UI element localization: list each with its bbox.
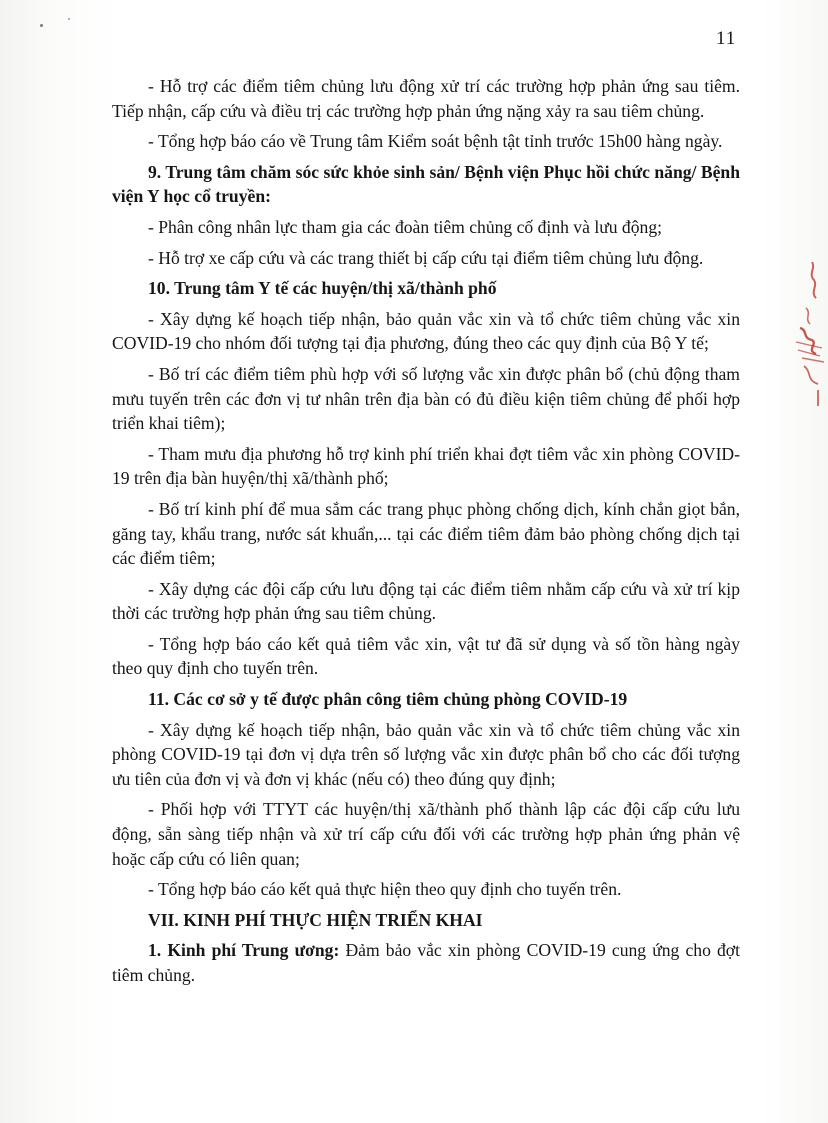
paragraph: - Xây dựng kế hoạch tiếp nhận, bảo quản vắc xin và tổ chức tiêm chủng vắc xin COVID-19 cho nhóm đối tượng tại địa phương, đúng theo các quy định của Bộ Y tế; — [112, 308, 740, 354]
paragraph — [112, 938, 740, 987]
chapter-heading: VII. KINH PHÍ THỰC HIỆN TRIỂN KHAI — [148, 909, 483, 930]
paragraph: - Bố trí các điểm tiêm phù hợp với số lượng vắc xin được phân bổ (chủ động tham mưu tuyến trên các đơn vị tư nhân trên địa bàn có đủ điều kiện tiêm chủng để phối hợp triển khai tiêm); — [112, 363, 740, 434]
paragraph-lead: 1. Kinh phí Trung ương: — [148, 940, 340, 961]
paragraph: - Xây dựng kế hoạch tiếp nhận, bảo quản vắc xin và tổ chức tiêm chủng vắc xin phòng COVID-19 tại đơn vị dựa trên số lượng vắc xin được phân bổ cho các đối tượng ưu tiên của đơn vị và đơn vị khác (nếu có) theo đúng quy định; — [112, 719, 740, 789]
page-number: 11 — [716, 28, 737, 49]
paragraph: - Phân công nhân lực tham gia các đoàn tiêm chủng cố định và lưu động; — [148, 216, 663, 237]
document-body — [112, 74, 740, 994]
paragraph: - Tổng hợp báo cáo về Trung tâm Kiểm soát bệnh tật tỉnh trước 15h00 hàng ngày. — [148, 131, 723, 152]
paragraph: - Bố trí kinh phí để mua sắm các trang phục phòng chống dịch, kính chắn giọt bắn, găng tay, khẩu trang, nước sát khuẩn,... tại các điểm tiêm đảm bảo phòng chống dịch tại các điểm tiêm; — [112, 498, 740, 569]
section-heading: 11. Các cơ sở y tế được phân công tiêm chủng phòng COVID-19 — [148, 689, 628, 710]
paragraph: - Hỗ trợ xe cấp cứu và các trang thiết bị cấp cứu tại điểm tiêm chủng lưu động. — [148, 247, 704, 268]
paragraph-text: Đảm bảo vắc xin phòng COVID-19 cung ứng cho đợt tiêm chủng. — [112, 940, 740, 985]
scan-speck — [40, 24, 43, 27]
margin-seal-stamp-icon — [782, 258, 828, 408]
paragraph: - Tổng hợp báo cáo kết quả thực hiện theo quy định cho tuyến trên. — [148, 879, 622, 900]
section-heading: 10. Trung tâm Y tế các huyện/thị xã/thành phố — [148, 278, 497, 299]
paragraph: - Phối hợp với TTYT các huyện/thị xã/thành phố thành lập các đội cấp cứu lưu động, sẵn sàng tiếp nhận và xử trí cấp cứu đối với các trường hợp phản ứng phản vệ hoặc cấp cứu có liên quan; — [112, 799, 740, 869]
paragraph: - Tổng hợp báo cáo kết quả tiêm vắc xin, vật tư đã sử dụng và số tồn hàng ngày theo quy định cho tuyến trên. — [112, 633, 740, 679]
scan-speck — [68, 18, 70, 20]
paragraph: - Tham mưu địa phương hỗ trợ kinh phí triển khai đợt tiêm vắc xin phòng COVID-19 trên địa bàn huyện/thị xã/thành phố; — [112, 443, 740, 489]
paragraph: - Hỗ trợ các điểm tiêm chủng lưu động xử trí các trường hợp phản ứng sau tiêm. Tiếp nhận, cấp cứu và điều trị các trường hợp phản ứng nặng xảy ra sau tiêm chủng. — [112, 76, 740, 121]
section-heading: 9. Trung tâm chăm sóc sức khỏe sinh sản/ Bệnh viện Phục hồi chức năng/ Bệnh viện Y học cổ truyền: — [112, 161, 740, 207]
paragraph: - Xây dựng các đội cấp cứu lưu động tại các điểm tiêm nhằm cấp cứu và xử trí kịp thời các trường hợp phản ứng sau tiêm chủng. — [112, 578, 740, 624]
